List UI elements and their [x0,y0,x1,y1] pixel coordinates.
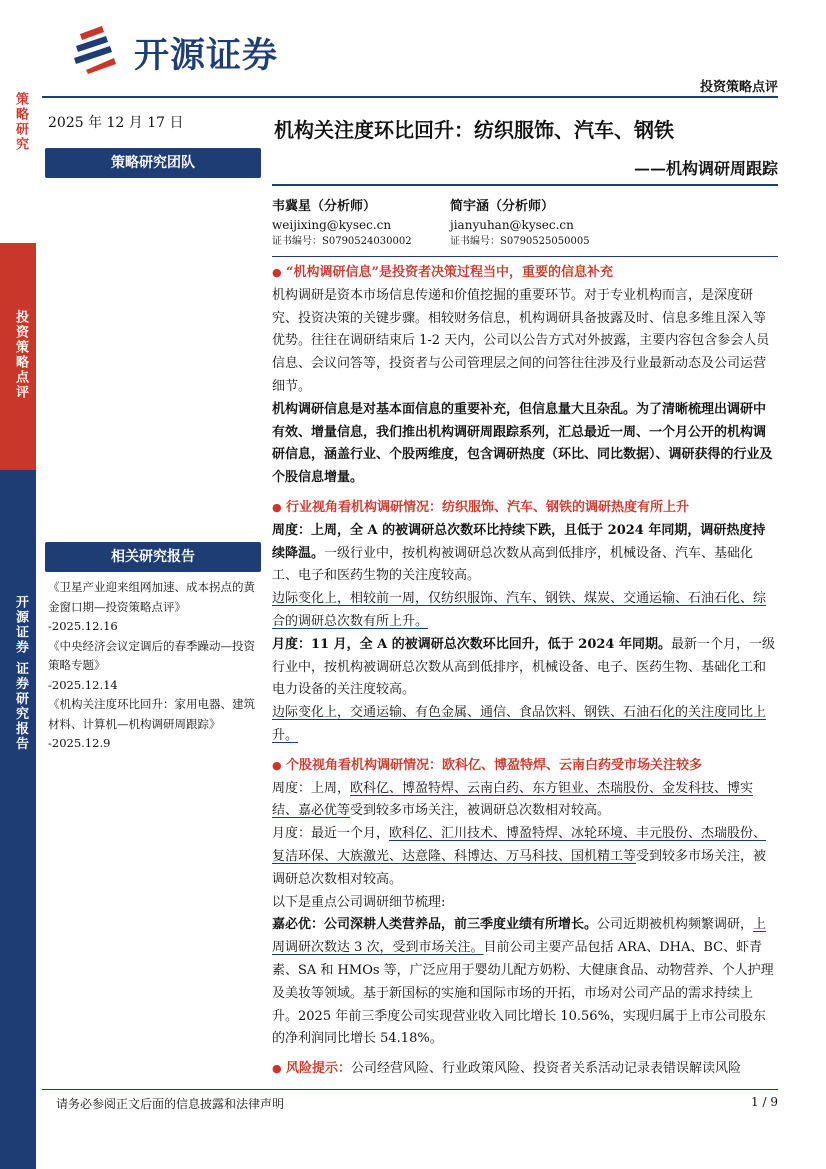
report-date: 2025 年 12 月 17 日 [48,115,184,131]
bold-text: 周度：上周，全 A 的被调研总次数环比持续下跌，且低于 2024 年同期，调研热度持续降温。 [272,522,766,561]
text: 受到较多市场关注，被调研总次数相对较高。 [272,848,767,887]
section-heading: ● “机构调研信息”是投资者决策过程当中，重要的信息补充 [272,262,778,285]
report-title: 机构关注度环比回升：纺织服饰、汽车、钢铁 [274,118,674,142]
paragraph: 边际变化上，交通运输、有色金属、通信、食品饮料、钢铁、石油石化的关注度同比上升。 [272,705,767,743]
text: 周度：上周， [272,780,351,796]
related-report-date: -2025.12.9 [48,736,111,750]
paragraph: 机构调研是资本市场信息传递和价值挖掘的重要环节。对于专业机构而言，是深度研究、投资决策的关键步骤。相较财务信息，机构调研具备披露及时、信息多维且深入等优势。往往在调研结束后 1-2 天内，公司以公告方式对外披露，主要内容包含参会人员信息、会议问答等，投资者与公司管理层之间的问答往往涉及行业最新动态及公司运营细节。 [272,287,770,394]
team-heading: 策略研究团队 [45,148,261,178]
related-report-date: -2025.12.16 [48,619,118,633]
risk-text: 公司经营风险、行业政策风险、投资者关系活动记录表错误解读风险 [351,1061,742,1077]
analyst-card [450,198,620,250]
paragraph: 机构调研信息是对基本面信息的重要补充，但信息量大且杂乱。为了清晰梳理出调研中有效、增量信息，我们推出机构调研周跟踪系列，汇总最近一周、一个月公开的机构调研信息，涵盖行业、个股两维度，包含调研热度（环比、同比数据）、调研获得的行业及个股信息增量。 [272,401,773,486]
analyst-cert: 证书编号：S0790524030002 [272,236,412,247]
related-report-title: 《机构关注度环比回升：家用电器、建筑材料、计算机—机构调研周跟踪》 [48,697,255,731]
strip-bottom-label: 开源证券 证券研究报告 [13,595,28,752]
bold-text: 嘉必优：公司深耕人类营养品，前三季度业绩有所增长。 [272,917,598,933]
strip-top-label: 策略研究 [13,92,28,152]
bullet-icon: ● [272,1062,282,1076]
text: 一级行业中，按机构被调研总次数从高到低排序，机械设备、汽车、基础化工、电子和医药生物的关注度较高。 [272,545,754,584]
strip-middle-label: 投资策略点评 [13,310,28,400]
paragraph [272,914,778,1051]
page-number: 1 / 9 [751,1095,778,1109]
paragraph [272,778,778,824]
paragraph [272,634,778,702]
related-report-title: 《中央经济会议定调后的春季躁动—投资策略专题》 [48,638,255,672]
header-divider [42,96,778,98]
report-subtitle: ——机构调研周跟踪 [633,159,778,178]
document-type: 投资策略点评 [699,80,778,95]
section-heading: ● 行业视角看机构调研情况：纺织服饰、汽车、钢铁的调研热度有所上升 [272,497,778,520]
analyst-name: 韦冀星（分析师） [272,199,377,214]
related-report-date: -2025.12.14 [48,677,118,692]
paragraph [272,520,778,588]
section-heading: ● 个股视角看机构调研情况：欧科亿、博盈特焊、云南白药受市场关注较多 [272,755,778,778]
footer-divider [42,1089,778,1090]
footer-disclaimer: 请务必参阅正文后面的信息披露和法律声明 [56,1097,285,1111]
risk-label: 风险提示： [286,1061,352,1077]
text: 最新一个月，一级行业中，按机构被调研总次数从高到低排序，机械设备、电子、医药生物、基础化工和电力设备的关注度较高。 [272,636,776,698]
related-heading: 相关研究报告 [45,542,261,572]
paragraph: 以下是重点公司调研细节梳理: [272,894,446,910]
related-reports [48,578,260,754]
text: 受到较多市场关注，被调研总次数相对较高。 [350,803,611,819]
analyst-card [272,198,442,250]
text: 月度：最近一个月， [272,826,390,842]
paragraph: 边际变化上，相较前一周，仅纺织服饰、汽车、钢铁、煤炭、交通运输、石油石化、综合的调研总次数有所上升。 [272,591,767,629]
underlined-text: 上周调研次数达 3 次，受到市场关注。 [272,917,767,956]
underlined-text: 欧科亿、博盈特焊、云南白药、东方钽业、杰瑞股份、金发科技、博实结、嘉必优等 [272,780,754,819]
analyst-email[interactable]: weijixing@kysec.cn [272,218,392,232]
company-logo [72,22,322,74]
related-report[interactable] [48,695,260,754]
analyst-divider [272,256,778,257]
title-divider [272,184,778,186]
related-report-title: 《卫星产业迎来组网加速、成本拐点的黄金窗口期—投资策略点评》 [48,580,255,614]
bold-text: 月度：11 月，全 A 的被调研总次数环比回升，低于 2024 年同期。 [272,636,671,652]
analyst-name: 简宇涵（分析师） [450,199,555,214]
underlined-text: 欧科亿、汇川技术、博盈特焊、冰轮环境、丰元股份、杰瑞股份、复洁环保、大族激光、达意隆、科博达、万马科技、国机精工等 [272,826,767,864]
text: 公司近期被机构频繁调研， [597,917,754,933]
paragraph [272,823,778,891]
related-report[interactable] [48,637,260,696]
analyst-cert: 证书编号：S0790525050005 [450,236,590,247]
logo-mark-icon [72,24,130,74]
related-report[interactable] [48,578,260,637]
text: 目前公司主要产品包括 ARA、DHA、BC、虾青素、SA 和 HMOs 等，广泛应用于婴幼儿配方奶粉、大健康食品、动物营养、个人护理及美妆等领域。基于新国标的实施和国际市场的开拓，市场对公司产品的需求持续上升。2025 年前三季度公司实现营业收入同比增长 10.56%，实现归属于上市公司股东的净利润同比增长 54.18%。 [272,940,774,1047]
strip-blue [0,470,36,1169]
risk-paragraph [272,1058,778,1081]
logo-text: 开源证券 [134,36,279,76]
analyst-email[interactable]: jianyuhan@kysec.cn [450,218,574,232]
main-content [272,262,778,1081]
